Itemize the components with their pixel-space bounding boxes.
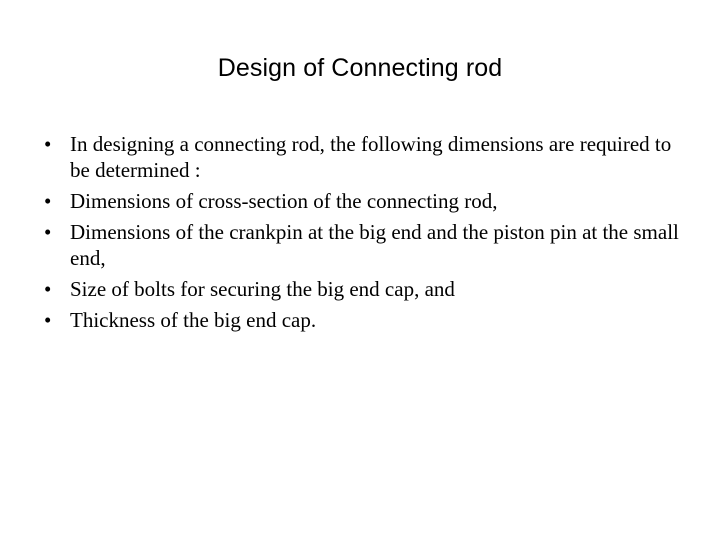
bullet-item — [42, 219, 682, 271]
bullet-dot: • — [44, 189, 52, 213]
bullet-item — [42, 276, 682, 302]
bullet-text: Dimensions of the crankpin at the big end and the piston pin at the small end, — [70, 220, 679, 270]
slide-title: Design of Connecting rod — [217, 54, 503, 82]
bullet-text: Thickness of the big end cap. — [70, 308, 317, 332]
bullet-text: In designing a connecting rod, the following dimensions are required to be determined : — [70, 132, 672, 182]
bullet-dot: • — [44, 132, 52, 156]
bullet-text: Dimensions of cross-section of the connecting rod, — [70, 189, 498, 213]
bullet-text: Size of bolts for securing the big end cap, and — [70, 277, 455, 301]
bullet-list — [42, 131, 682, 338]
bullet-dot: • — [44, 277, 52, 301]
bullet-dot: • — [44, 308, 52, 332]
bullet-dot: • — [44, 220, 52, 244]
bullet-item — [42, 131, 682, 183]
bullet-item — [42, 188, 682, 214]
bullet-item — [42, 307, 682, 333]
